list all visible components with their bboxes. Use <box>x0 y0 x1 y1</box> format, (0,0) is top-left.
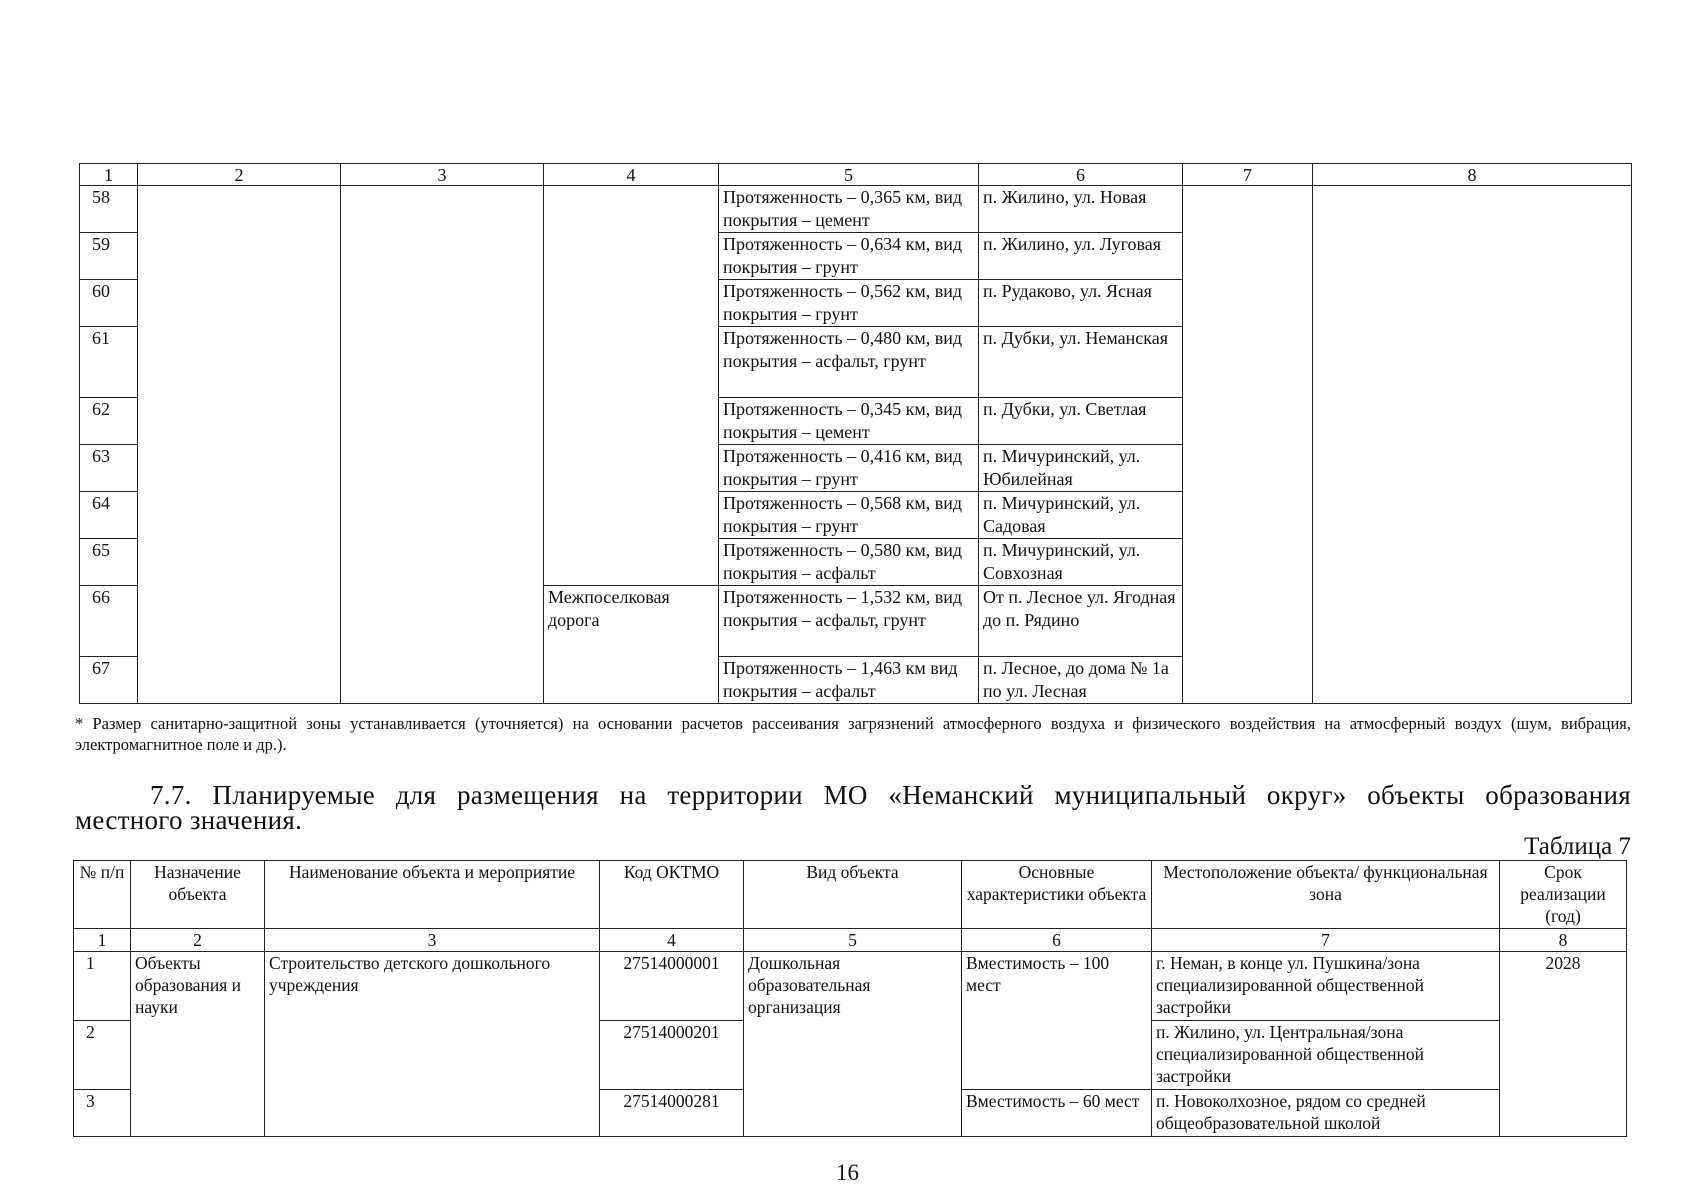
row-number: 58 <box>80 186 138 233</box>
colnum: 2 <box>131 929 265 952</box>
object-type-cell: Межпоселковая дорога <box>544 586 719 704</box>
row-number: 66 <box>80 586 138 657</box>
characteristics-cell: Вместимость – 100 мест <box>962 952 1152 1090</box>
empty-cell <box>138 186 341 704</box>
table-label: Таблица 7 <box>1524 833 1631 860</box>
section-heading-line1: 7.7. Планируемые для размещения на территории МО «Неманский муниципальный округ» объекты образования <box>150 780 1631 810</box>
page-number: 16 <box>836 1160 859 1185</box>
row-number: 3 <box>74 1090 131 1137</box>
table-row <box>80 186 1632 233</box>
location-cell: п. Жилино, ул. Новая <box>979 186 1183 233</box>
footnote: * Размер санитарно-защитной зоны устанавливается (уточняется) на основании расчетов рассеивания загрязнений атмосферного воздуха и физического воздействия на атмосферный воздух (шум, вибрация, электромагнитное поле и др.). <box>75 714 1631 754</box>
row-number: 64 <box>80 492 138 539</box>
row-number: 65 <box>80 539 138 586</box>
characteristics-cell: Протяженность – 0,416 км, вид покрытия – грунт <box>719 445 979 492</box>
colnum: 3 <box>265 929 600 952</box>
location-cell: п. Дубки, ул. Неманская <box>979 327 1183 398</box>
oktmo-code: 27514000001 <box>600 952 744 1021</box>
table-row <box>74 952 1627 1021</box>
header-name: Наименование объекта и мероприятие <box>265 861 600 929</box>
row-number: 63 <box>80 445 138 492</box>
characteristics-cell: Протяженность – 0,480 км, вид покрытия – асфальт, грунт <box>719 327 979 398</box>
colnum: 2 <box>138 164 341 186</box>
characteristics-cell: Протяженность – 0,345 км, вид покрытия – цемент <box>719 398 979 445</box>
location-cell: От п. Лесное ул. Ягодная до п. Рядино <box>979 586 1183 657</box>
colnum: 4 <box>544 164 719 186</box>
purpose-cell: Объекты образования и науки <box>131 952 265 1137</box>
object-kind-cell: Дошкольная образовательная организация <box>744 952 962 1137</box>
location-cell: г. Неман, в конце ул. Пушкина/зона специализированной общественной застройки <box>1152 952 1500 1021</box>
location-cell: п. Лесное, до дома № 1а по ул. Лесная <box>979 657 1183 704</box>
characteristics-cell: Протяженность – 1,532 км, вид покрытия – асфальт, грунт <box>719 586 979 657</box>
location-cell: п. Мичуринский, ул. Совхозная <box>979 539 1183 586</box>
row-number: 62 <box>80 398 138 445</box>
section-heading-line2: местного значения. <box>75 805 303 835</box>
colnum: 6 <box>962 929 1152 952</box>
empty-cell <box>341 186 544 704</box>
header-kind: Вид объекта <box>744 861 962 929</box>
colnum: 8 <box>1500 929 1627 952</box>
education-objects-table <box>73 860 1627 1137</box>
characteristics-cell: Протяженность – 0,568 км, вид покрытия – грунт <box>719 492 979 539</box>
colnum: 1 <box>80 164 138 186</box>
location-cell: п. Новоколхозное, рядом со средней общеобразовательной школой <box>1152 1090 1500 1137</box>
colnum: 7 <box>1152 929 1500 952</box>
column-number-row <box>74 929 1627 952</box>
location-cell: п. Мичуринский, ул. Юбилейная <box>979 445 1183 492</box>
row-number: 59 <box>80 233 138 280</box>
colnum: 6 <box>979 164 1183 186</box>
header-purpose: Назначение объекта <box>131 861 265 929</box>
header-characteristics: Основные характеристики объекта <box>962 861 1152 929</box>
colnum: 1 <box>74 929 131 952</box>
oktmo-code: 27514000281 <box>600 1090 744 1137</box>
row-number: 1 <box>74 952 131 1021</box>
colnum: 7 <box>1183 164 1313 186</box>
location-cell: п. Дубки, ул. Светлая <box>979 398 1183 445</box>
header-oktmo: Код ОКТМО <box>600 861 744 929</box>
header-row <box>74 861 1627 929</box>
characteristics-cell: Протяженность – 0,365 км, вид покрытия – цемент <box>719 186 979 233</box>
row-number: 60 <box>80 280 138 327</box>
empty-cell <box>544 186 719 586</box>
row-number: 2 <box>74 1021 131 1090</box>
location-cell: п. Жилино, ул. Центральная/зона специализированной общественной застройки <box>1152 1021 1500 1090</box>
characteristics-cell: Протяженность – 0,562 км, вид покрытия – грунт <box>719 280 979 327</box>
characteristics-cell: Протяженность – 0,634 км, вид покрытия – грунт <box>719 233 979 280</box>
characteristics-cell: Протяженность – 1,463 км вид покрытия – асфальт <box>719 657 979 704</box>
colnum: 3 <box>341 164 544 186</box>
header-location: Местоположение объекта/ функциональная зона <box>1152 861 1500 929</box>
row-number: 61 <box>80 327 138 398</box>
location-cell: п. Мичуринский, ул. Садовая <box>979 492 1183 539</box>
location-cell: п. Рудаково, ул. Ясная <box>979 280 1183 327</box>
colnum: 8 <box>1313 164 1632 186</box>
colnum: 5 <box>744 929 962 952</box>
header-number: № п/п <box>74 861 131 929</box>
characteristics-cell: Вместимость – 60 мест <box>962 1090 1152 1137</box>
section-heading <box>75 780 1631 835</box>
colnum: 4 <box>600 929 744 952</box>
roads-table <box>79 163 1632 704</box>
empty-cell <box>1313 186 1632 704</box>
year-cell: 2028 <box>1500 952 1627 1137</box>
empty-cell <box>1183 186 1313 704</box>
location-cell: п. Жилино, ул. Луговая <box>979 233 1183 280</box>
colnum: 5 <box>719 164 979 186</box>
row-number: 67 <box>80 657 138 704</box>
header-year: Срок реализации (год) <box>1500 861 1627 929</box>
object-name-cell: Строительство детского дошкольного учреждения <box>265 952 600 1137</box>
oktmo-code: 27514000201 <box>600 1021 744 1090</box>
characteristics-cell: Протяженность – 0,580 км, вид покрытия – асфальт <box>719 539 979 586</box>
column-number-row <box>80 164 1632 186</box>
